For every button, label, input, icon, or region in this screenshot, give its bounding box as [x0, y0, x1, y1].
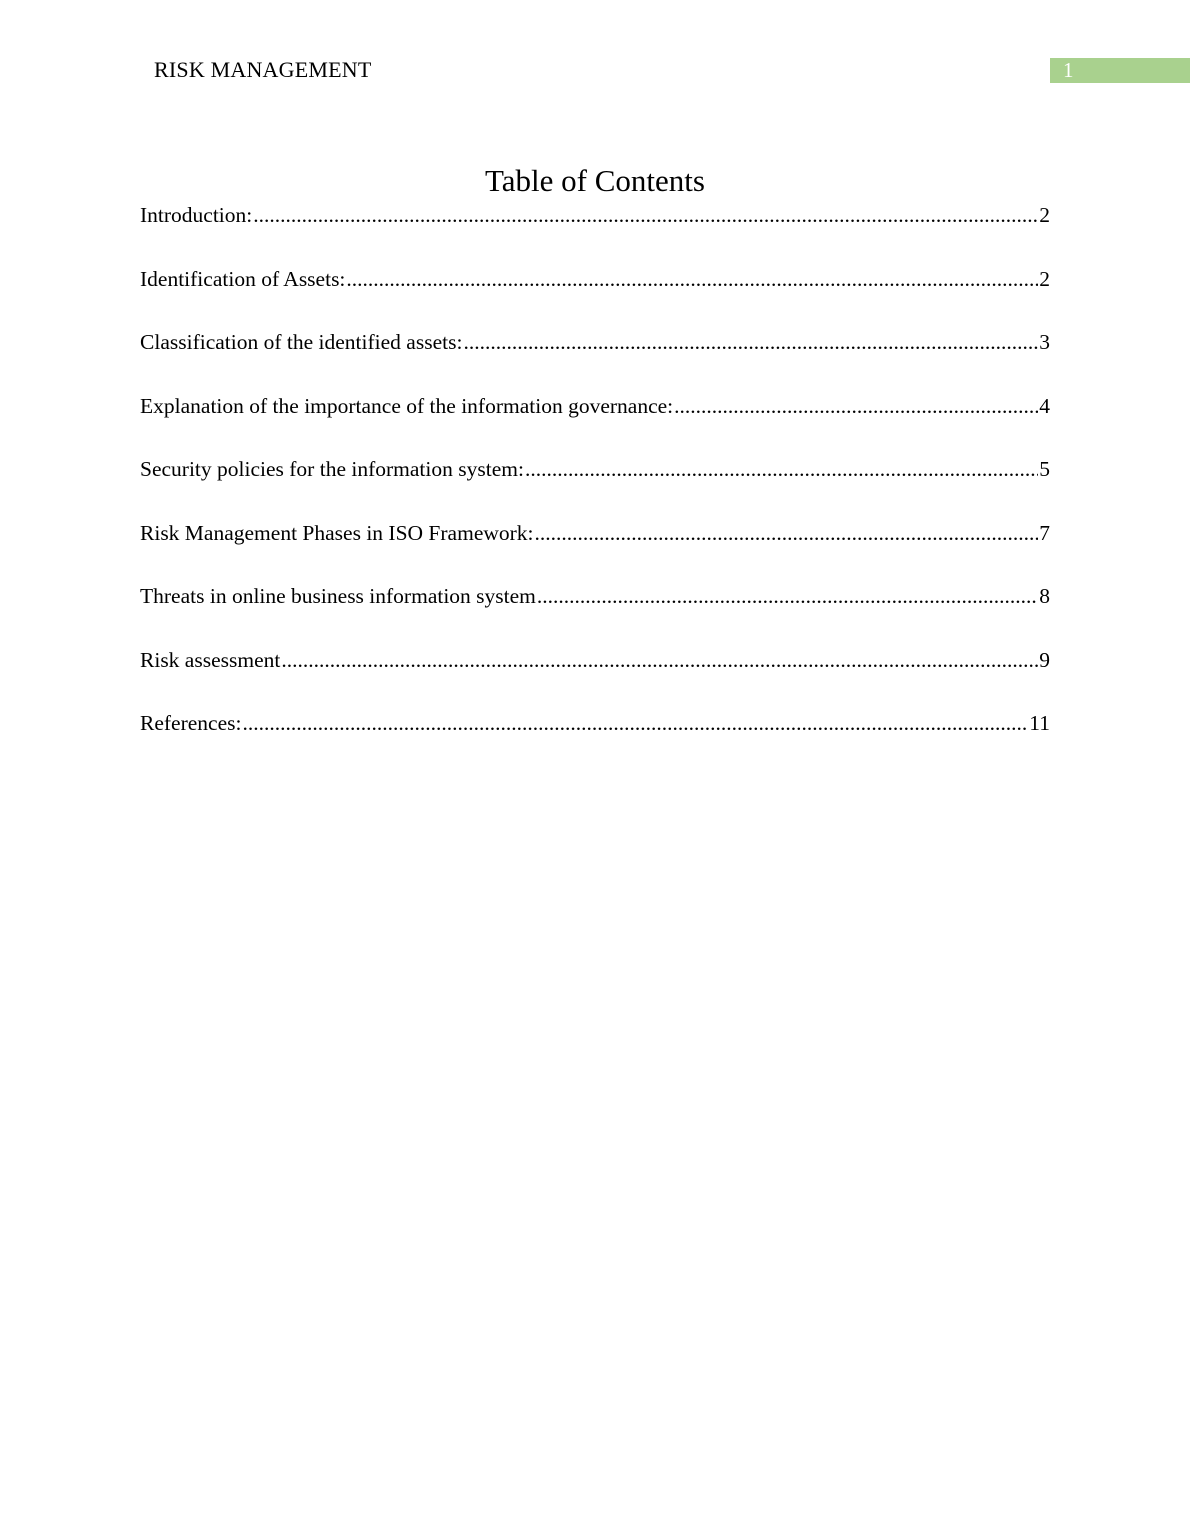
toc-dot-leader — [535, 518, 1039, 548]
toc-entry-label: Identification of Assets: — [140, 266, 346, 291]
toc-entry-risk-assessment[interactable] — [140, 645, 1050, 709]
toc-entry-page: 5 — [1039, 457, 1050, 481]
toc-entry-identification-of-assets[interactable] — [140, 264, 1050, 328]
toc-entry-label: Explanation of the importance of the information governance: — [140, 393, 674, 418]
toc-entry-threats[interactable] — [140, 581, 1050, 645]
toc-dot-leader — [537, 581, 1038, 611]
toc-entry-label: Threats in online business information system — [140, 584, 536, 608]
toc-entry-label: References: — [140, 711, 242, 735]
toc-entry-page: 9 — [1039, 647, 1050, 672]
toc-entry-page: 7 — [1039, 520, 1050, 545]
toc-dot-leader — [346, 264, 1038, 294]
page-number: 1 — [1063, 58, 1074, 82]
toc-entry-page: 2 — [1039, 266, 1050, 291]
toc-dot-leader — [463, 327, 1038, 357]
toc-entry-page: 3 — [1039, 330, 1050, 354]
toc-entry-page: 2 — [1039, 203, 1050, 227]
toc-entry-page: 8 — [1039, 584, 1050, 608]
toc-entry-page: 11 — [1029, 711, 1050, 735]
toc-entry-page: 4 — [1039, 393, 1050, 418]
toc-entry-iso-phases[interactable] — [140, 518, 1050, 582]
toc-entry-references[interactable] — [140, 708, 1050, 772]
toc-entry-label: Introduction: — [140, 203, 253, 227]
page-number-badge — [1050, 58, 1190, 83]
toc-entry-label: Risk assessment — [140, 647, 281, 672]
toc-entry-label: Classification of the identified assets: — [140, 330, 463, 354]
toc-dot-leader — [281, 645, 1038, 675]
toc-list — [140, 200, 1050, 772]
toc-dot-leader — [525, 454, 1038, 484]
toc-heading: Table of Contents — [485, 163, 705, 198]
toc-entry-information-governance[interactable] — [140, 391, 1050, 455]
toc-entry-introduction[interactable] — [140, 200, 1050, 264]
toc-dot-leader — [674, 391, 1038, 421]
toc-entry-classification[interactable] — [140, 327, 1050, 391]
toc-entry-security-policies[interactable] — [140, 454, 1050, 518]
toc-entry-label: Risk Management Phases in ISO Framework: — [140, 520, 534, 545]
running-header-title: RISK MANAGEMENT — [154, 57, 372, 82]
toc-dot-leader — [253, 200, 1038, 230]
toc-entry-label: Security policies for the information system: — [140, 457, 524, 481]
toc-dot-leader — [242, 708, 1028, 738]
